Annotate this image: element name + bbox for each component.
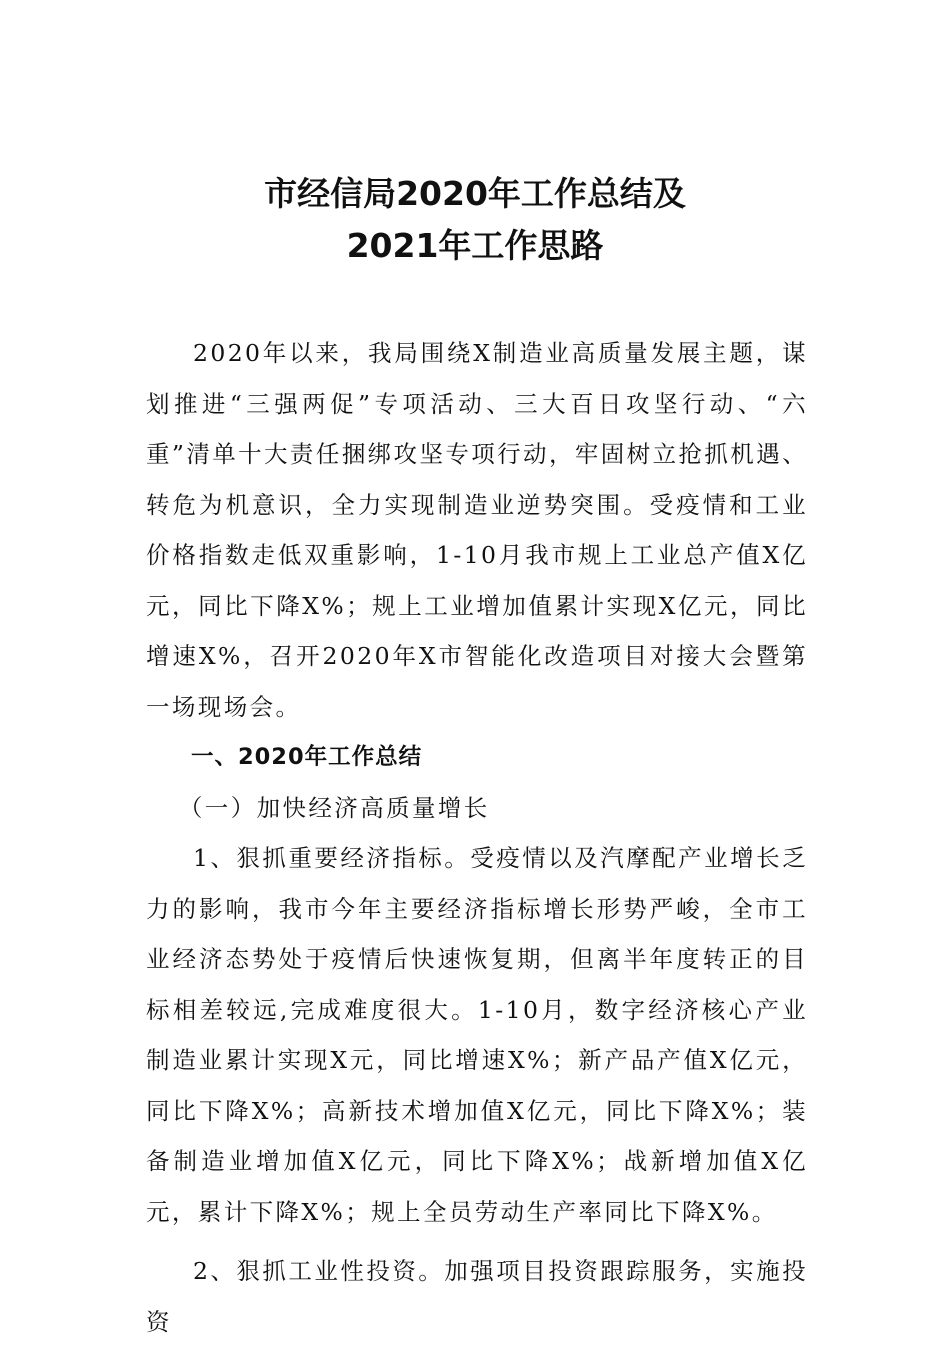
paragraph-gap bbox=[146, 1237, 808, 1246]
intro-paragraph: 2020年以来，我局围绕X制造业高质量发展主题，谋划推进“三强两促”专项活动、三大百日攻坚行动、“六重”清单十大责任捆绑攻坚专项行动，牢固树立抢抓机遇、转危为机意识，全力实现制造业逆势突围。受疫情和工业价格指数走低双重影响，1-10月我市规上工业总产值X亿元，同比下降X%；规上工业增加值累计实现X亿元，同比增速X%，召开2020年X市智能化改造项目对接大会暨第一场现场会。 bbox=[146, 339, 808, 721]
section-heading: 一、2020年工作总结 bbox=[191, 744, 423, 770]
paragraph-2: 2、狠抓工业性投资。加强项目投资跟踪服务，实施投资 bbox=[146, 1257, 808, 1336]
title-line-2: 2021年工作思路 bbox=[346, 226, 604, 265]
title-line-1: 市经信局2020年工作总结及 bbox=[264, 174, 686, 213]
document-title bbox=[0, 168, 950, 272]
subsection-heading: （一）加快经济高质量增长 bbox=[178, 793, 490, 822]
paragraph-1: 1、狠抓重要经济指标。受疫情以及汽摩配产业增长乏力的影响，我市今年主要经济指标增长形势严峻，全市工业经济态势处于疫情后快速恢复期，但离半年度转正的目标相差较远,完成难度很大。1-10月，数字经济核心产业制造业累计实现X元，同比增速X%；新产品产值X亿元，同比下降X%；高新技术增加值X亿元，同比下降X%；装备制造业增加值X亿元，同比下降X%；战新增加值X亿元，累计下降X%；规上全员劳动生产率同比下降X%。 bbox=[146, 844, 808, 1226]
document-body bbox=[146, 328, 808, 1347]
